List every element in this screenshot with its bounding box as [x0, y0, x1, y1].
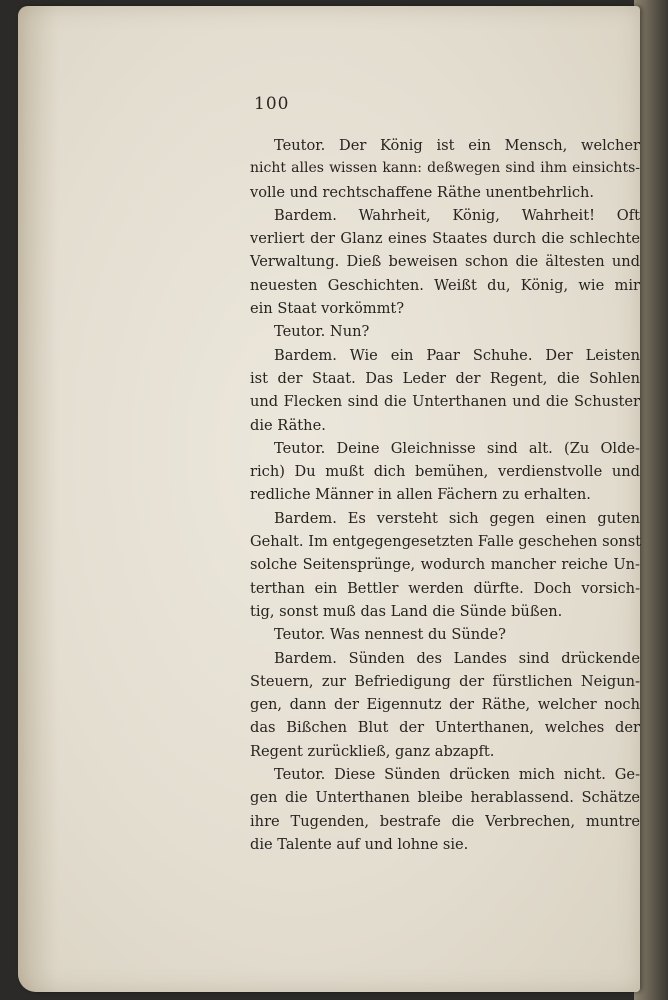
text-line: Teutor. Nun? [274, 323, 370, 341]
text-line: redliche Männer in allen Fächern zu erhalten. [250, 486, 591, 504]
text-line: volle und rechtschaffene Räthe unentbehrlich. [250, 183, 595, 201]
text-line: das Bißchen Blut der Unterthanen, welches der [250, 719, 640, 737]
text-line: Teutor. Was nennest du Sünde? [274, 626, 506, 644]
text-line: neuesten Geschichten. Weißt du, König, wie mir [250, 276, 640, 294]
page-number: 100 [254, 94, 290, 114]
text-line: ist der Staat. Das Leder der Regent, die Sohlen [250, 369, 640, 387]
text-line: rich) Du mußt dich bemühen, verdienstvolle und [250, 463, 640, 481]
text-line: ihre Tugenden, bestrafe die Verbrechen, muntre [250, 812, 640, 830]
text-line: Steuern, zur Befriedigung der fürstlichen Neigun- [250, 672, 640, 690]
text-line: Bardem. Wie ein Paar Schuhe. Der Leisten [274, 346, 640, 364]
book-page [18, 6, 640, 992]
text-line: verliert der Glanz eines Staates durch die schlechte [250, 230, 640, 248]
text-line: gen, dann der Eigennutz der Räthe, welcher noch [250, 696, 640, 714]
text-line: die Räthe. [250, 416, 326, 434]
text-line: solche Seitensprünge, wodurch mancher reiche Un- [250, 556, 640, 574]
text-line: Teutor. Deine Gleichnisse sind alt. (Zu Olde- [274, 439, 640, 457]
text-line: Teutor. Diese Sünden drücken mich nicht. Ge- [274, 766, 640, 784]
text-line: nicht alles wissen kann: deßwegen sind ihm einsichts- [250, 160, 640, 177]
text-line: terthan ein Bettler werden dürfte. Doch vorsich- [250, 579, 640, 597]
text-line: Bardem. Es versteht sich gegen einen guten [274, 509, 640, 527]
text-line: und Flecken sind die Unterthanen und die Schuster [250, 393, 640, 411]
text-line: ein Staat vorkömmt? [250, 300, 405, 318]
text-line: Verwaltung. Dieß beweisen schon die ältesten und [250, 253, 640, 271]
text-line: die Talente auf und lohne sie. [250, 835, 469, 853]
text-line: Bardem. Wahrheit, König, Wahrheit! Oft [274, 206, 640, 224]
text-line: gen die Unterthanen bleibe herablassend. Schätze [250, 789, 640, 807]
text-line: Regent zurückließ, ganz abzapft. [250, 742, 495, 760]
page-text [250, 134, 640, 856]
text-line: tig, sonst muß das Land die Sünde büßen. [250, 602, 563, 620]
text-line: Teutor. Der König ist ein Mensch, welcher [274, 137, 640, 154]
text-line: Gehalt. Im entgegengesetzten Falle geschehen sonst [250, 533, 642, 551]
text-line: Bardem. Sünden des Landes sind drückende [274, 649, 640, 667]
